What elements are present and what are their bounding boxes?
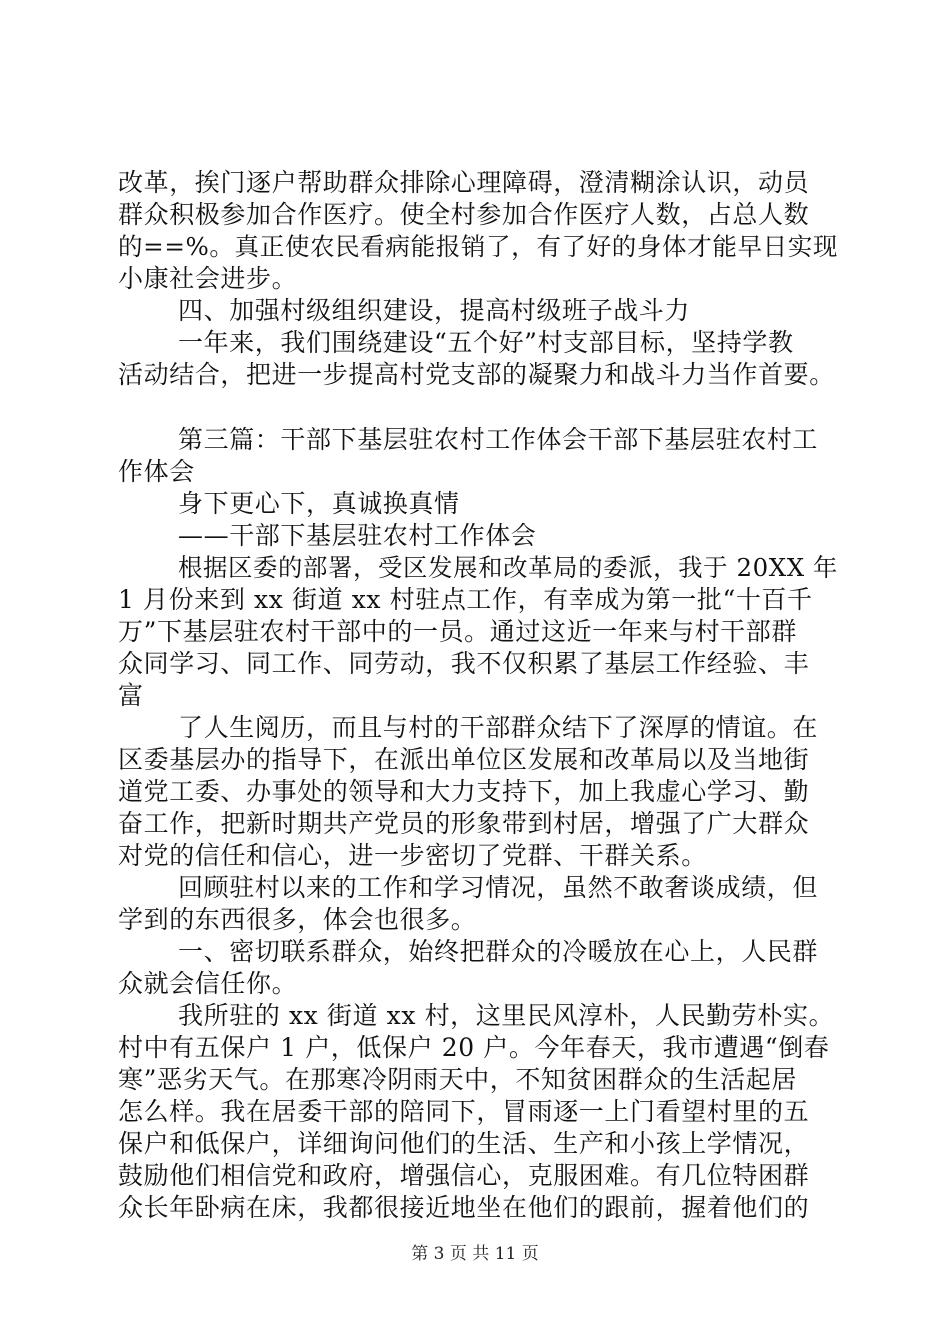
text-line: 对党的信任和信心，进一步密切了党群、干群关系。 <box>118 841 707 870</box>
text-line: 众就会信任你。 <box>118 969 298 998</box>
text-line: 了人生阅历，而且与村的干部群众结下了深厚的情谊。在 <box>178 713 819 742</box>
section-heading: 四、加强村级组织建设，提高村级班子战斗力 <box>178 296 691 325</box>
paragraph-gap <box>118 391 838 424</box>
text-line: 我所驻的 xx 街道 xx 村，这里民风淳朴，人民勤劳朴实。 <box>178 1001 835 1030</box>
document-body <box>118 167 838 1224</box>
page-number-footer: 第 3 页 共 11 页 <box>411 1244 539 1264</box>
text-line: 学到的东西很多，体会也很多。 <box>118 905 477 934</box>
chapter-title-continued: 作体会 <box>118 457 195 486</box>
text-line: 小康社会进步。 <box>118 264 298 293</box>
text-line: 寒”恶劣天气。在那寒冷阴雨天中，不知贫困群众的生活起居 <box>118 1065 797 1094</box>
text-line: 富 <box>118 681 144 710</box>
text-line: 一年来，我们围绕建设“五个好”村支部目标，坚持学教 <box>178 328 794 357</box>
section-heading: 一、密切联系群众，始终把群众的冷暖放在心上，人民群 <box>178 937 819 966</box>
text-line: 群众积极参加合作医疗。使全村参加合作医疗人数，占总人数 <box>118 200 810 229</box>
text-line: 众同学习、同工作、同劳动，我不仅积累了基层工作经验、丰 <box>118 649 810 678</box>
text-line: 村中有五保户 1 户，低保户 20 户。今年春天，我市遭遇“倒春 <box>118 1033 830 1062</box>
text-line: 活动结合，把进一步提高村党支部的凝聚力和战斗力当作首要。 <box>118 360 835 389</box>
article-title: 身下更心下，真诚换真情 <box>178 489 460 518</box>
text-line: 怎么样。我在居委干部的陪同下，冒雨逐一上门看望村里的五 <box>118 1097 810 1126</box>
text-line: 保户和低保户，详细询问他们的生活、生产和小孩上学情况， <box>118 1129 810 1158</box>
text-line: 道党工委、办事处的领导和大力支持下，加上我虚心学习、勤 <box>118 777 810 806</box>
text-line: 改革，挨门逐户帮助群众排除心理障碍，澄清糊涂认识，动员 <box>118 168 810 197</box>
text-line: 奋工作，把新时期共产党员的形象带到村居，增强了广大群众 <box>118 809 810 838</box>
text-line: 区委基层办的指导下，在派出单位区发展和改革局以及当地街 <box>118 745 810 774</box>
chapter-title: 第三篇：干部下基层驻农村工作体会干部下基层驻农村工 <box>178 425 819 454</box>
article-subtitle: ——干部下基层驻农村工作体会 <box>178 521 537 550</box>
text-line: 根据区委的部署，受区发展和改革局的委派，我于 20XX 年 <box>178 553 839 582</box>
text-line: 的==%。真正使农民看病能报销了，有了好的身体才能早日实现 <box>118 232 839 261</box>
text-line: 万”下基层驻农村干部中的一员。通过这近一年来与村干部群 <box>118 617 797 646</box>
text-line: 众长年卧病在床，我都很接近地坐在他们的跟前，握着他们的 <box>118 1193 810 1222</box>
text-line: 鼓励他们相信党和政府，增强信心，克服困难。有几位特困群 <box>118 1161 810 1190</box>
text-line: 回顾驻村以来的工作和学习情况，虽然不敢奢谈成绩，但 <box>178 873 819 902</box>
text-line: 1 月份来到 xx 街道 xx 村驻点工作，有幸成为第一批“十百千 <box>118 585 813 614</box>
